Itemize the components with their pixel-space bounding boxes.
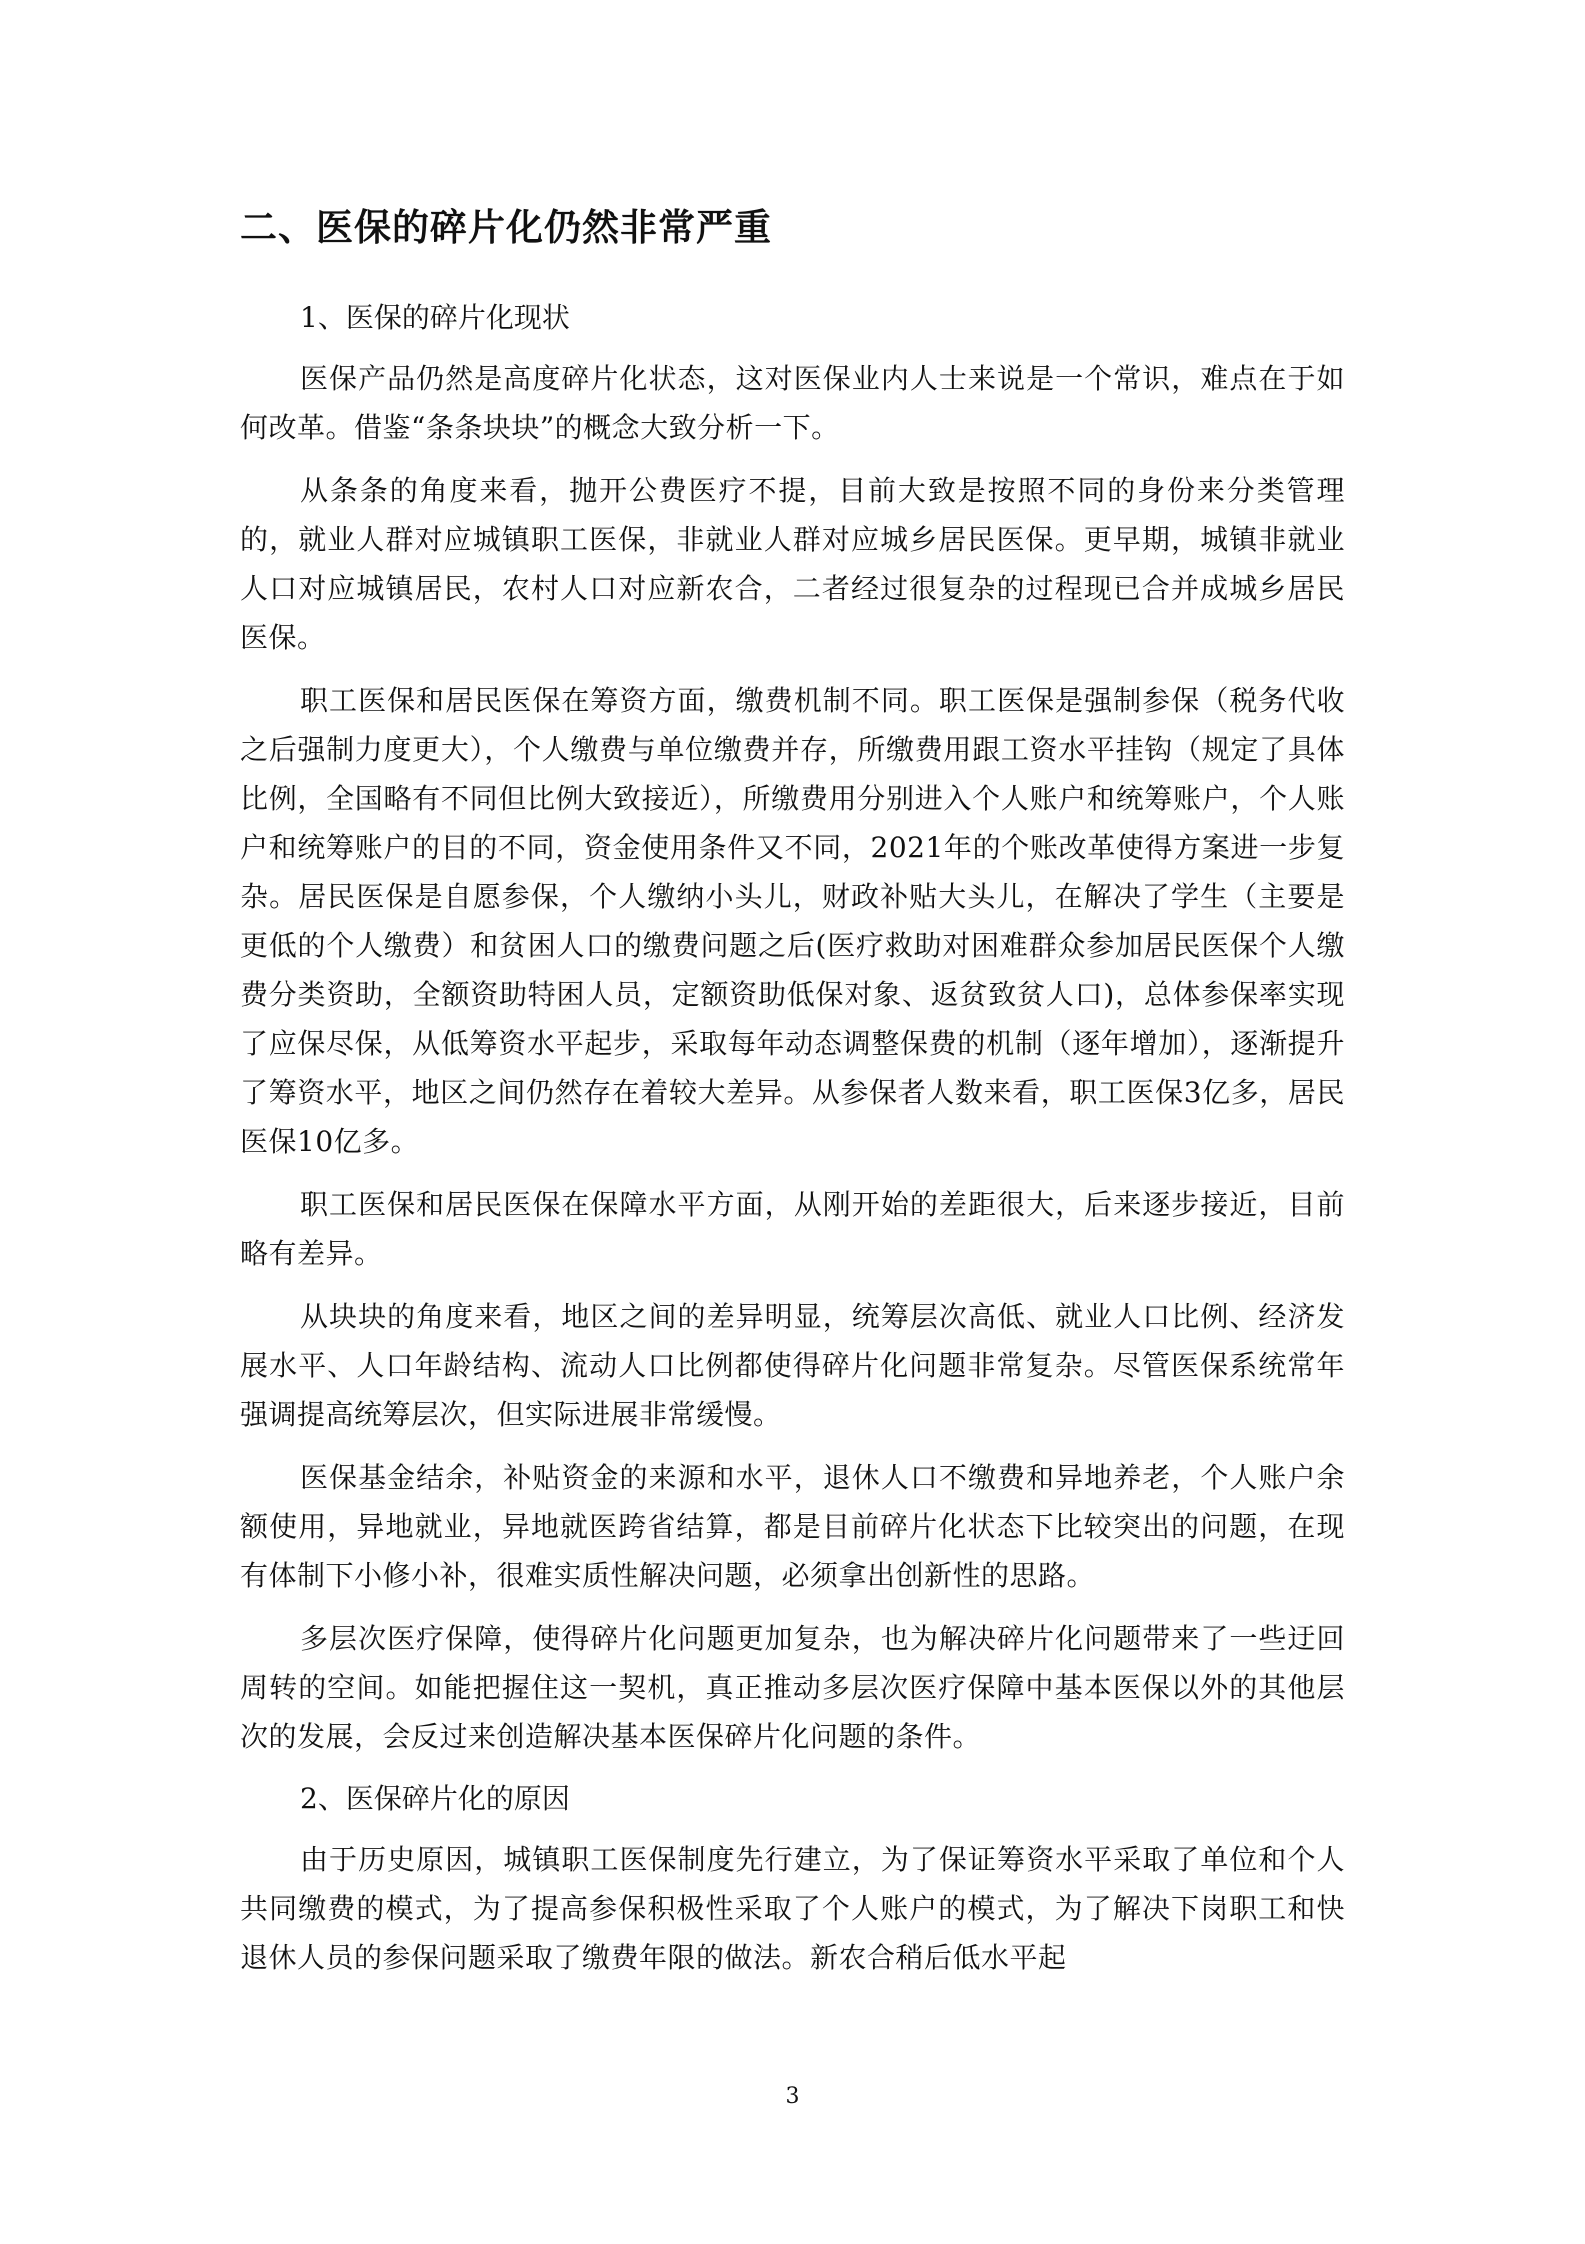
paragraph: 从条条的角度来看，抛开公费医疗不提，目前大致是按照不同的身份来分类管理的，就业人群对应城镇职工医保，非就业人群对应城乡居民医保。更早期，城镇非就业人口对应城镇居民，农村人口对应新农合，二者经过很复杂的过程现已合并成城乡居民医保。 xyxy=(240,474,1345,654)
paragraph: 由于历史原因，城镇职工医保制度先行建立，为了保证筹资水平采取了单位和个人共同缴费的模式，为了提高参保积极性采取了个人账户的模式，为了解决下岗职工和快退休人员的参保问题采取了缴费年限的做法。新农合稍后低水平起 xyxy=(240,1843,1345,1974)
page-content xyxy=(240,200,1345,1996)
subheading-causes: 2、医保碎片化的原因 xyxy=(300,1782,570,1815)
paragraph: 职工医保和居民医保在保障水平方面，从刚开始的差距很大，后来逐步接近，目前略有差异。 xyxy=(240,1188,1345,1270)
page-number: 3 xyxy=(785,2084,800,2109)
paragraph: 医保产品仍然是高度碎片化状态，这对医保业内人士来说是一个常识，难点在于如何改革。借鉴“条条块块”的概念大致分析一下。 xyxy=(240,362,1345,444)
paragraph: 多层次医疗保障，使得碎片化问题更加复杂，也为解决碎片化问题带来了一些迂回周转的空间。如能把握住这一契机，真正推动多层次医疗保障中基本医保以外的其他层次的发展，会反过来创造解决基本医保碎片化问题的条件。 xyxy=(240,1622,1345,1753)
subheading-current-status: 1、医保的碎片化现状 xyxy=(300,301,570,334)
paragraph: 医保基金结余，补贴资金的来源和水平，退休人口不缴费和异地养老，个人账户余额使用，异地就业，异地就医跨省结算，都是目前碎片化状态下比较突出的问题，在现有体制下小修小补，很难实质性解决问题，必须拿出创新性的思路。 xyxy=(240,1461,1345,1592)
section-title: 二、医保的碎片化仍然非常严重 xyxy=(240,206,772,249)
paragraph: 从块块的角度来看，地区之间的差异明显，统筹层次高低、就业人口比例、经济发展水平、人口年龄结构、流动人口比例都使得碎片化问题非常复杂。尽管医保系统常年强调提高统筹层次，但实际进展非常缓慢。 xyxy=(240,1300,1345,1431)
paragraph: 职工医保和居民医保在筹资方面，缴费机制不同。职工医保是强制参保（税务代收之后强制力度更大），个人缴费与单位缴费并存，所缴费用跟工资水平挂钩（规定了具体比例，全国略有不同但比例大致接近），所缴费用分别进入个人账户和统筹账户，个人账户和统筹账户的目的不同，资金使用条件又不同，2021年的个账改革使得方案进一步复杂。居民医保是自愿参保，个人缴纳小头儿，财政补贴大头儿，在解决了学生（主要是更低的个人缴费）和贫困人口的缴费问题之后(医疗救助对困难群众参加居民医保个人缴费分类资助，全额资助特困人员，定额资助低保对象、返贫致贫人口)，总体参保率实现了应保尽保，从低筹资水平起步，采取每年动态调整保费的机制（逐年增加），逐渐提升了筹资水平，地区之间仍然存在着较大差异。从参保者人数来看，职工医保3亿多，居民医保10亿多。 xyxy=(240,684,1345,1158)
